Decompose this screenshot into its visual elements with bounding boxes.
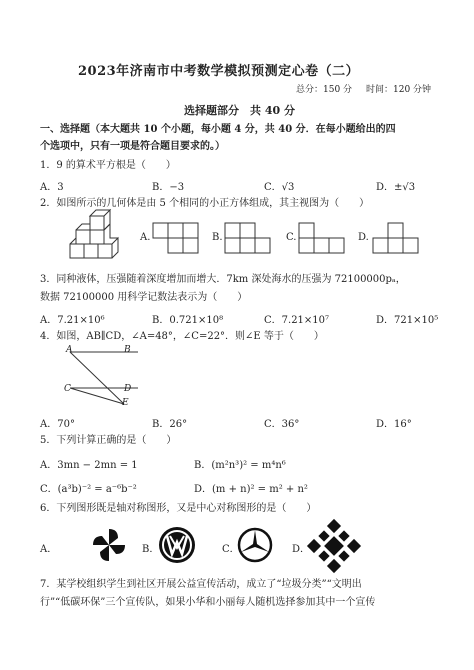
q6-diamond-pattern-figure xyxy=(308,520,360,572)
q6-option-b: B． xyxy=(142,544,160,555)
page-title: 2023年济南市中考数学模拟预测定心卷（二） xyxy=(78,64,360,79)
q6-pinwheel-figure xyxy=(90,526,128,564)
q2-option-c: C. xyxy=(286,232,297,243)
q6-vw-logo-figure xyxy=(158,526,196,564)
q2-option-d: D. xyxy=(358,232,369,243)
q6-star-circle-figure xyxy=(236,526,274,564)
section-heading-line2: 个选项中，只有一项是符合题目要求的。） xyxy=(40,141,225,152)
q4-label-e: E xyxy=(122,398,129,408)
q4-label-c: C xyxy=(64,384,71,394)
q4-label-d: D xyxy=(124,384,132,394)
q3-option-b: B．0.721×10⁸ xyxy=(152,315,224,326)
q6-option-a: A． xyxy=(40,544,58,555)
q4-option-d: D．16° xyxy=(376,419,412,430)
q2-option-b: B. xyxy=(212,232,223,243)
q3-option-a: A．7.21×10⁶ xyxy=(40,315,105,326)
q5-option-a: A．3mn − 2mn = 1 xyxy=(40,460,138,471)
exam-time: 时间：120 分钟 xyxy=(366,85,432,95)
q2-view-a xyxy=(152,222,200,256)
q7-line1: 7．某学校组织学生到社区开展公益宣传活动，成立了“垃圾分类”“文明出 xyxy=(40,579,362,590)
q2-view-b xyxy=(224,222,272,256)
q1-option-a: A．3 xyxy=(40,182,64,193)
q1-option-d: D．±√3 xyxy=(376,182,416,193)
q3-option-d: D．721×10⁵ xyxy=(376,315,439,326)
q5-option-b: B．(m²n³)² = m⁴n⁶ xyxy=(194,460,286,471)
q4-parallel-lines-figure xyxy=(66,346,146,410)
q6-option-c: C． xyxy=(222,544,240,555)
q2-solid-figure xyxy=(68,214,132,262)
q1-option-b: B．−3 xyxy=(152,182,185,193)
q2-stem: 2．如图所示的几何体是由 5 个相同的小正方体组成，其主视图为（ ） xyxy=(40,198,370,209)
q2-view-c xyxy=(298,222,346,256)
q4-option-a: A．70° xyxy=(40,419,75,430)
q5-option-c: C．(a³b)⁻² = a⁻⁶b⁻² xyxy=(40,484,137,495)
q6-stem: 6．下列图形既是轴对称图形，又是中心对称图形的是（ ） xyxy=(40,503,317,514)
q5-stem: 5．下列计算正确的是（ ） xyxy=(40,435,177,446)
section-title: 选择题部分 共 40 分 xyxy=(184,104,295,117)
q4-option-b: B．26° xyxy=(152,419,188,430)
q4-label-b: B xyxy=(124,345,131,355)
q4-stem: 4．如图，AB∥CD，∠A=48°，∠C=22°．则∠E 等于（ ） xyxy=(40,331,324,342)
q4-label-a: A xyxy=(66,345,73,355)
q7-line2: 行”“低碳环保”三个宣传队，如果小华和小丽每人随机选择参加其中一个宣传 xyxy=(40,597,376,608)
total-score: 总分：150 分 xyxy=(296,85,353,95)
q1-option-c: C．√3 xyxy=(264,182,295,193)
section-heading-line1: 一、选择题（本大题共 10 个小题，每小题 4 分，共 40 分．在每小题给出的四 xyxy=(40,124,396,135)
q3-line2: 数据 72100000 用科学记数法表示为（ ） xyxy=(40,292,248,303)
q2-view-d xyxy=(372,222,420,256)
q1-stem: 1．9 的算术平方根是（ ） xyxy=(40,160,176,171)
q3-option-c: C．7.21×10⁷ xyxy=(264,315,330,326)
q3-line1: 3．同种液体，压强随着深度增加而增大．7km 深处海水的压强为 72100000pₐ， xyxy=(40,274,406,285)
q2-option-a: A. xyxy=(140,232,151,243)
q6-option-d: D． xyxy=(292,544,311,555)
q4-option-c: C．36° xyxy=(264,419,300,430)
q5-option-d: D．(m + n)² = m² + n² xyxy=(194,484,308,495)
